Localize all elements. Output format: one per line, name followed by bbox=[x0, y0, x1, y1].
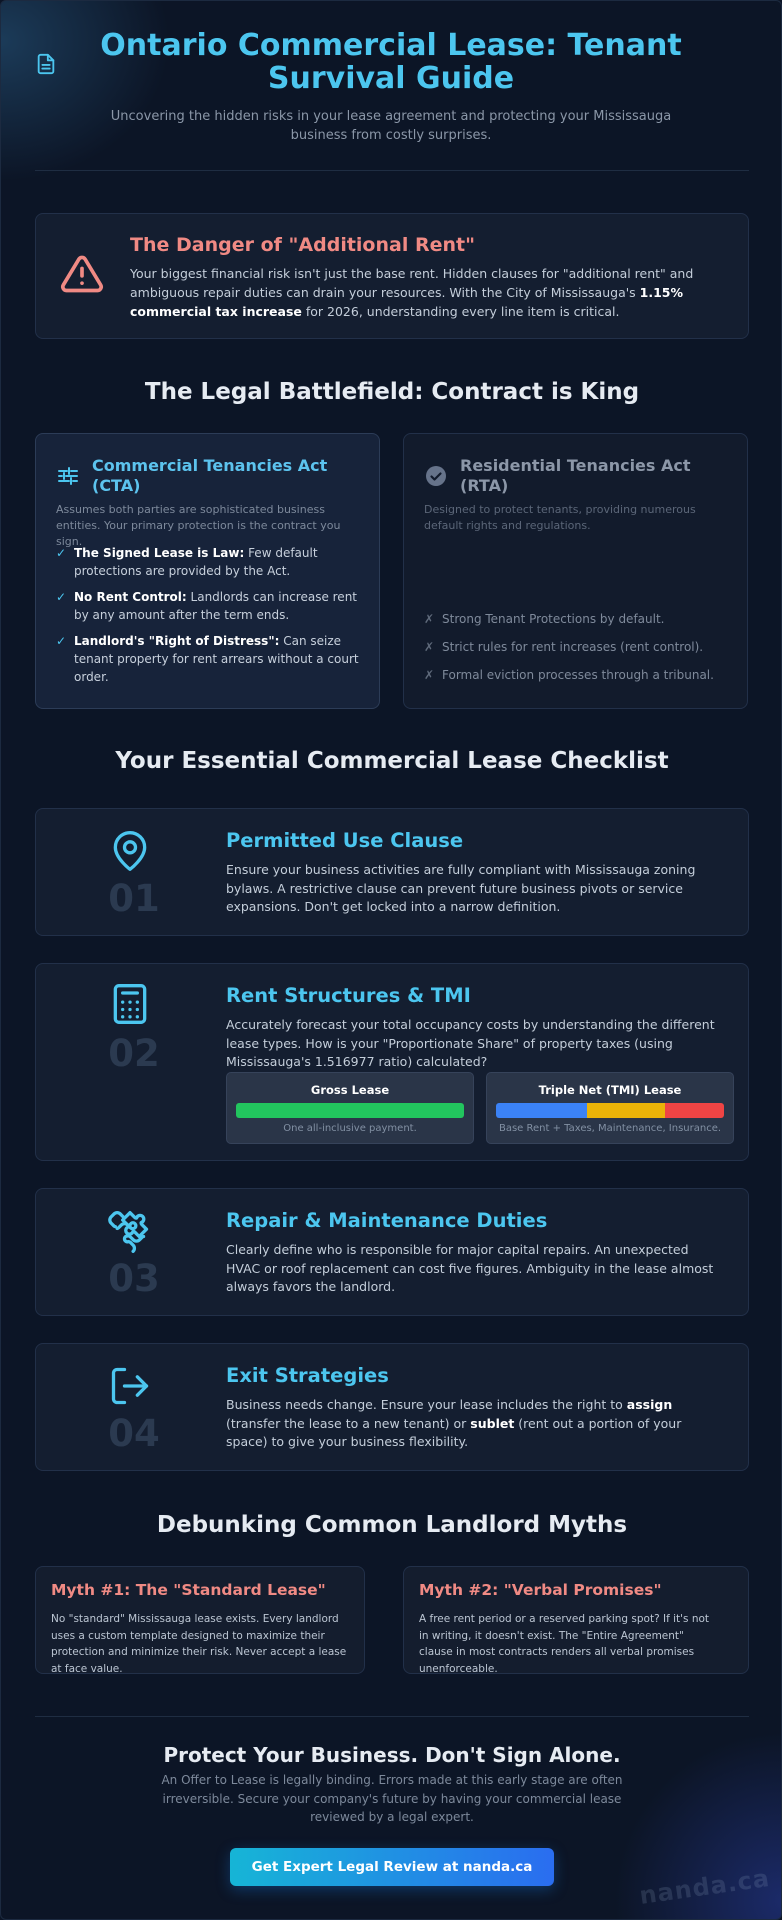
legal-review-button[interactable]: Get Expert Legal Review at nanda.ca bbox=[230, 1848, 554, 1886]
list-item: ✓ The Signed Lease is Law: Few default protections are provided by the Act. bbox=[56, 546, 318, 578]
section-title-checklist: Your Essential Commercial Lease Checklist bbox=[115, 748, 669, 774]
cta-text: An Offer to Lease is legally binding. Errors made at this early stage are often irreversible. Secure your company's future by having your commercial lease reviewed by a legal expert. bbox=[161, 1773, 623, 1824]
checklist-number: 02 bbox=[108, 1032, 160, 1075]
checklist-item-permitted-use bbox=[35, 808, 749, 936]
header bbox=[31, 29, 753, 171]
sliders-icon bbox=[56, 464, 80, 488]
calculator-icon bbox=[108, 982, 152, 1026]
triple-net-lease-bar bbox=[496, 1103, 724, 1118]
cta-title: Commercial Tenancies Act (CTA) bbox=[92, 456, 328, 495]
cta-card bbox=[35, 433, 380, 709]
map-pin-icon bbox=[108, 829, 152, 873]
rta-card bbox=[403, 433, 748, 709]
page-subtitle: Uncovering the hidden risks in your lease agreement and protecting your Mississauga business from costly surprises. bbox=[110, 109, 672, 143]
cta-heading: Protect Your Business. Don't Sign Alone. bbox=[163, 1743, 621, 1767]
checklist-item-rent-structures bbox=[35, 963, 749, 1161]
divider bbox=[35, 1716, 749, 1717]
x-icon: ✗ bbox=[424, 668, 435, 682]
triple-net-lease-box bbox=[486, 1072, 734, 1144]
checklist-number: 01 bbox=[108, 877, 160, 920]
checklist-item-repair-duties bbox=[35, 1188, 749, 1316]
section-title-myths: Debunking Common Landlord Myths bbox=[156, 1512, 628, 1538]
checklist-title: Exit Strategies bbox=[226, 1364, 389, 1387]
puzzle-icon bbox=[108, 1209, 152, 1253]
checklist-text: Business needs change. Ensure your lease includes the right to assign (transfer the lease to a new tenant) or sublet (rent out a portion of your space) to give your business flexibility. bbox=[226, 1397, 682, 1449]
danger-text: Your biggest financial risk isn't just the base rent. Hidden clauses for "additional rent" and ambiguous repair duties can drain your resources. With the City of Mississauga's 1.15% commercial tax increase for 2026, understanding every line item is critical. bbox=[130, 266, 694, 319]
list-item: ✗ Strong Tenant Protections by default. bbox=[424, 612, 665, 626]
gross-lease-box bbox=[226, 1072, 474, 1144]
bar-segment bbox=[587, 1103, 665, 1118]
x-icon: ✗ bbox=[424, 612, 435, 626]
gross-lease-title: Gross Lease bbox=[310, 1083, 390, 1097]
list-item: ✗ Formal eviction processes through a tribunal. bbox=[424, 668, 714, 682]
gross-lease-bar bbox=[236, 1103, 464, 1118]
checklist-text: Ensure your business activities are fully compliant with Mississauga zoning bylaws. A restrictive clause can prevent future business pivots or service expansions. Don't get locked into a narrow definition. bbox=[226, 862, 696, 914]
cta-list bbox=[56, 544, 366, 694]
checklist-title: Permitted Use Clause bbox=[226, 829, 464, 852]
checklist-number: 03 bbox=[108, 1257, 160, 1300]
warning-icon bbox=[60, 252, 104, 296]
myth-text: A free rent period or a reserved parking spot? If it's not in writing, it doesn't exist. The "Entire Agreement" clause in most contracts renders all verbal promises unenforceable. bbox=[419, 1613, 710, 1675]
document-icon bbox=[35, 53, 57, 75]
rta-title: Residential Tenancies Act (RTA) bbox=[460, 456, 691, 495]
cta-desc: Assumes both parties are sophisticated business entities. Your primary protection is the contract you sign. bbox=[56, 503, 341, 548]
myth-title: Myth #1: The "Standard Lease" bbox=[51, 1581, 326, 1599]
bar-segment bbox=[665, 1103, 724, 1118]
bar-segment bbox=[236, 1103, 464, 1118]
gross-lease-caption: One all-inclusive payment. bbox=[283, 1123, 417, 1134]
list-item: ✗ Strict rules for rent increases (rent control). bbox=[424, 640, 704, 654]
danger-callout bbox=[35, 213, 749, 339]
page-title: Ontario Commercial Lease: Tenant Survival Guide bbox=[100, 28, 682, 96]
triple-net-lease-caption: Base Rent + Taxes, Maintenance, Insurance. bbox=[498, 1123, 722, 1134]
checklist-text: Accurately forecast your total occupancy costs by understanding the different lease types. How is your "Proportionate Share" of property taxes (using Mississauga's 1.516977 ratio) calculated? bbox=[226, 1017, 715, 1069]
myth-title: Myth #2: "Verbal Promises" bbox=[419, 1581, 662, 1599]
exit-icon bbox=[108, 1364, 152, 1408]
checklist-text: Clearly define who is responsible for major capital repairs. An unexpected HVAC or roof replacement can cost five figures. Ambiguity in the lease almost always favors the landlord. bbox=[226, 1242, 714, 1294]
rta-desc: Designed to protect tenants, providing numerous default rights and regulations. bbox=[424, 503, 696, 532]
check-circle-icon bbox=[424, 464, 448, 488]
check-icon: ✓ bbox=[56, 634, 67, 648]
myth-text: No "standard" Mississauga lease exists. Every landlord uses a custom template designed to maximize their protection and minimize their risk. Never accept a lease at face value. bbox=[51, 1613, 347, 1675]
x-icon: ✗ bbox=[424, 640, 435, 654]
danger-title: The Danger of "Additional Rent" bbox=[130, 234, 475, 256]
rta-list bbox=[424, 610, 734, 694]
myth-card bbox=[403, 1566, 749, 1674]
list-item: ✓ No Rent Control: Landlords can increase rent by any amount after the term ends. bbox=[56, 590, 358, 622]
section-title-battlefield: The Legal Battlefield: Contract is King bbox=[144, 379, 640, 405]
triple-net-lease-title: Triple Net (TMI) Lease bbox=[538, 1083, 682, 1097]
check-icon: ✓ bbox=[56, 590, 67, 604]
checklist-title: Rent Structures & TMI bbox=[226, 984, 471, 1007]
list-item: ✓ Landlord's "Right of Distress": Can seize tenant property for rent arrears without a court order. bbox=[56, 634, 359, 684]
checklist-item-exit-strategies bbox=[35, 1343, 749, 1471]
divider bbox=[35, 170, 749, 171]
checklist-number: 04 bbox=[108, 1412, 160, 1455]
checklist-title: Repair & Maintenance Duties bbox=[226, 1209, 548, 1232]
bar-segment bbox=[496, 1103, 587, 1118]
myth-card bbox=[35, 1566, 365, 1674]
check-icon: ✓ bbox=[56, 546, 67, 560]
watermark: nanda.ca bbox=[637, 1864, 772, 1910]
